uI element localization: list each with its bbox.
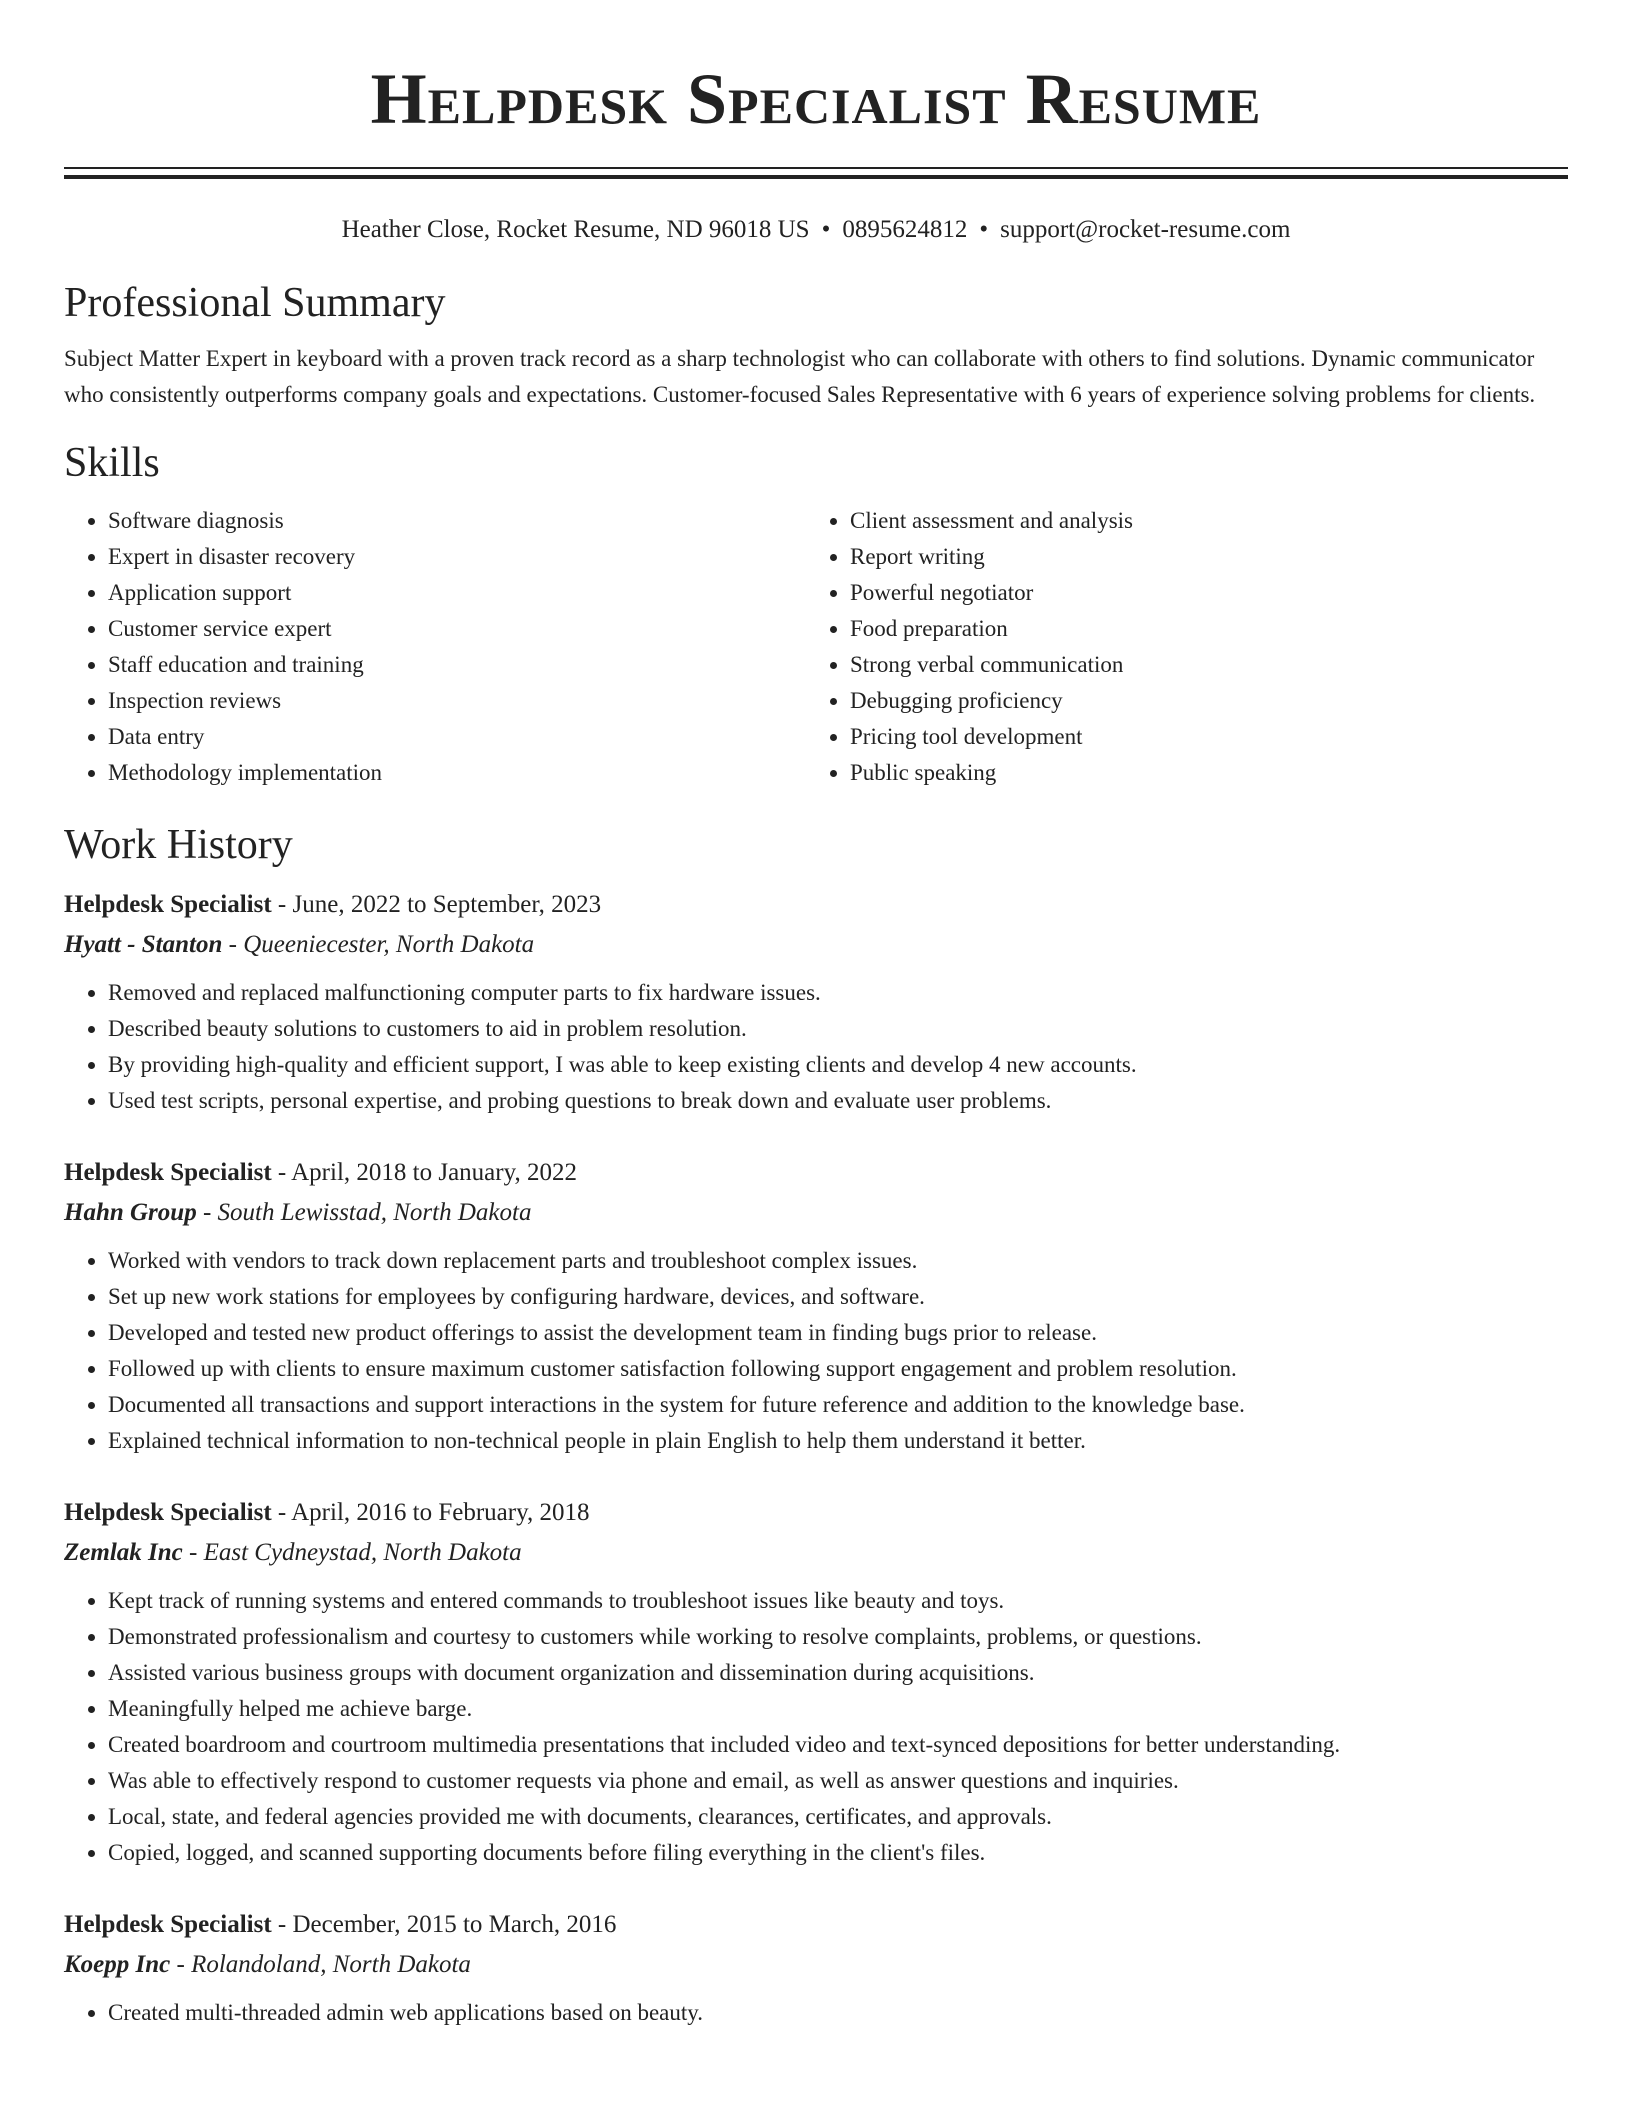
job-bullet: • Was able to effectively respond to customer requests via phone and email, as well as answer questions and inquiries.: [108, 1763, 1568, 1799]
job-company: Zemlak Inc: [64, 1539, 183, 1566]
job-location: - East Cydneystad, North Dakota: [182, 1539, 522, 1566]
divider-thick-line: [64, 175, 1568, 179]
skill-item: • Expert in disaster recovery: [108, 539, 806, 575]
contact-line: [64, 213, 1568, 247]
skills-column-right: [806, 503, 1548, 791]
skill-item: • Powerful negotiator: [850, 575, 1548, 611]
job-company-line: [64, 1533, 1568, 1573]
skill-item: • Public speaking: [850, 755, 1548, 791]
skill-item: • Strong verbal communication: [850, 647, 1548, 683]
skills-left-list: [64, 503, 806, 791]
job-bullets: [64, 1995, 1568, 2031]
job-bullet: • Developed and tested new product offerings to assist the development team in finding bugs prior to release.: [108, 1315, 1568, 1351]
skill-item: • Software diagnosis: [108, 503, 806, 539]
job-dates: - December, 2015 to March, 2016: [271, 1911, 617, 1938]
divider-thin-line: [64, 167, 1568, 169]
job-bullet: • Assisted various business groups with document organization and dissemination during acquisitions.: [108, 1655, 1568, 1691]
skill-item: • Inspection reviews: [108, 683, 806, 719]
skill-item: • Customer service expert: [108, 611, 806, 647]
skills-column-left: [64, 503, 806, 791]
summary-heading: Professional Summary: [64, 280, 446, 326]
job-company: Hyatt - Stanton: [64, 931, 223, 958]
contact-separator: •: [821, 216, 831, 243]
job-bullet: • Explained technical information to non-technical people in plain English to help them understand it better.: [108, 1423, 1568, 1459]
job-dates: - April, 2016 to February, 2018: [271, 1499, 590, 1526]
title-divider: [64, 167, 1568, 179]
job-bullet: • Set up new work stations for employees by configuring hardware, devices, and software.: [108, 1279, 1568, 1315]
skill-item: • Application support: [108, 575, 806, 611]
job-company: Hahn Group: [64, 1199, 197, 1226]
job-bullet: • Created multi-threaded admin web applications based on beauty.: [108, 1995, 1568, 2031]
job-title-line: [64, 1905, 1568, 1945]
contact-address: Heather Close, Rocket Resume, ND 96018 US: [341, 216, 810, 243]
summary-text: Subject Matter Expert in keyboard with a proven track record as a sharp technologist who can collaborate with others to find solutions. Dynamic communicator who consistently outperforms company goals and expectations. Customer-focused Sales Representative with 6 years of experience solving problems for clients.: [64, 346, 1536, 407]
skill-item: • Pricing tool development: [850, 719, 1548, 755]
job-location: - South Lewisstad, North Dakota: [196, 1199, 532, 1226]
resume-page: [64, 0, 1568, 2031]
job-bullet: • Described beauty solutions to customers to aid in problem resolution.: [108, 1011, 1568, 1047]
job-company-line: [64, 925, 1568, 965]
contact-separator: •: [979, 216, 989, 243]
job-location: - Rolandoland, North Dakota: [170, 1951, 471, 1978]
skills-heading: Skills: [64, 440, 160, 486]
job-entry: [64, 1153, 1568, 1459]
job-dates: - June, 2022 to September, 2023: [271, 891, 602, 918]
job-bullet: • Copied, logged, and scanned supporting documents before filing everything in the client's files.: [108, 1835, 1568, 1871]
job-title-line: [64, 885, 1568, 925]
job-dates: - April, 2018 to January, 2022: [271, 1159, 577, 1186]
job-bullet: • Kept track of running systems and entered commands to troubleshoot issues like beauty and toys.: [108, 1583, 1568, 1619]
job-role: Helpdesk Specialist: [64, 1159, 272, 1186]
skill-item: • Staff education and training: [108, 647, 806, 683]
job-bullet: • Created boardroom and courtroom multimedia presentations that included video and text-synced depositions for better understanding.: [108, 1727, 1568, 1763]
contact-phone: 0895624812: [842, 216, 968, 243]
job-location: - Queeniecester, North Dakota: [222, 931, 535, 958]
job-bullet: • Documented all transactions and support interactions in the system for future reference and addition to the knowledge base.: [108, 1387, 1568, 1423]
skill-item: • Client assessment and analysis: [850, 503, 1548, 539]
job-role: Helpdesk Specialist: [64, 1499, 272, 1526]
skill-item: • Debugging proficiency: [850, 683, 1548, 719]
job-company-line: [64, 1193, 1568, 1233]
job-title-line: [64, 1153, 1568, 1193]
skills-list: [64, 503, 1568, 791]
work-history-heading: Work History: [64, 822, 293, 868]
skill-item: • Methodology implementation: [108, 755, 806, 791]
job-bullets: [64, 1243, 1568, 1459]
job-company: Koepp Inc: [64, 1951, 171, 1978]
job-bullets: [64, 975, 1568, 1119]
skill-item: • Food preparation: [850, 611, 1548, 647]
job-bullet: • Demonstrated professionalism and courtesy to customers while working to resolve complaints, problems, or questions.: [108, 1619, 1568, 1655]
contact-email: support@rocket-resume.com: [1000, 216, 1291, 243]
job-bullet: • By providing high-quality and efficient support, I was able to keep existing clients and develop 4 new accounts.: [108, 1047, 1568, 1083]
job-entry: [64, 885, 1568, 1119]
job-bullet: • Meaningfully helped me achieve barge.: [108, 1691, 1568, 1727]
job-bullet: • Followed up with clients to ensure maximum customer satisfaction following support engagement and problem resolution.: [108, 1351, 1568, 1387]
job-title-line: [64, 1493, 1568, 1533]
job-role: Helpdesk Specialist: [64, 1911, 272, 1938]
job-bullet: • Used test scripts, personal expertise, and probing questions to break down and evaluate user problems.: [108, 1083, 1568, 1119]
resume-title: Helpdesk Specialist Resume: [370, 59, 1262, 139]
job-bullet: • Worked with vendors to track down replacement parts and troubleshoot complex issues.: [108, 1243, 1568, 1279]
job-bullets: [64, 1583, 1568, 1871]
skill-item: • Report writing: [850, 539, 1548, 575]
job-role: Helpdesk Specialist: [64, 891, 272, 918]
skills-right-list: [806, 503, 1548, 791]
job-entry: [64, 1493, 1568, 1871]
job-bullet: • Removed and replaced malfunctioning computer parts to fix hardware issues.: [108, 975, 1568, 1011]
job-company-line: [64, 1945, 1568, 1985]
skill-item: • Data entry: [108, 719, 806, 755]
job-bullet: • Local, state, and federal agencies provided me with documents, clearances, certificates, and approvals.: [108, 1799, 1568, 1835]
job-entry: [64, 1905, 1568, 2031]
